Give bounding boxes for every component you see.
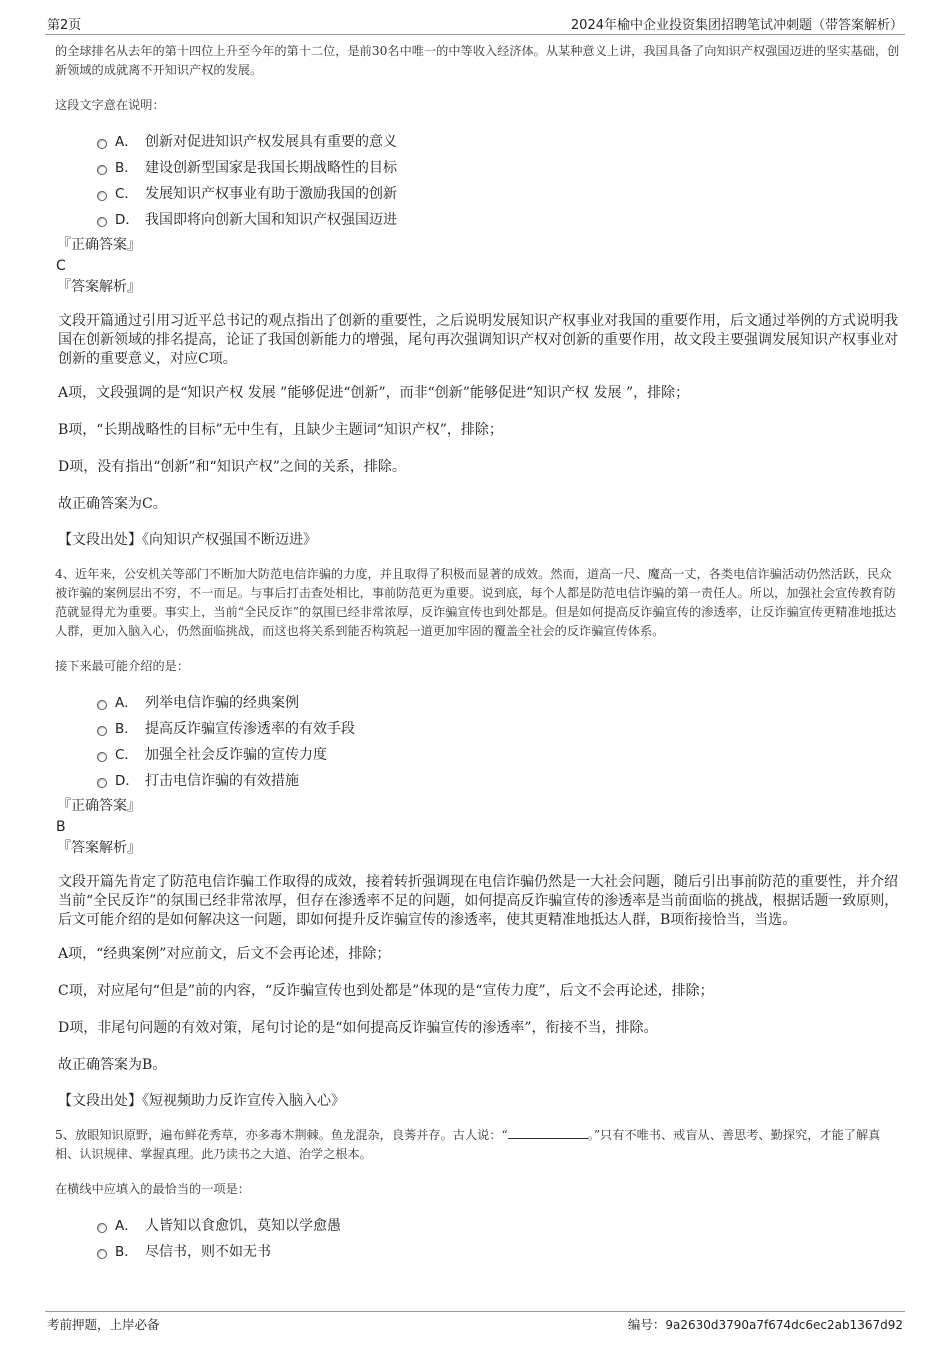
page-number: 第2页 bbox=[47, 18, 82, 33]
q5-options bbox=[95, 1213, 900, 1265]
q4-options bbox=[95, 690, 900, 794]
q3-explanation-b: B项，“长期战略性的目标”无中生有，且缺少主题词“知识产权”，排除； bbox=[58, 422, 503, 438]
q3-answer: C bbox=[56, 258, 66, 274]
radio-icon[interactable] bbox=[97, 752, 107, 762]
q4-conclusion: 故正确答案为B。 bbox=[58, 1057, 167, 1073]
fill-blank bbox=[508, 1126, 588, 1139]
q3-conclusion: 故正确答案为C。 bbox=[58, 496, 167, 512]
radio-icon[interactable] bbox=[97, 700, 107, 710]
q5-stem: 5、放眼知识原野，遍布鲜花秀草，亦多毒木荆棘。鱼龙混杂，良莠并存。古人说：“ 。”只有不唯书、戒盲从、善思考、勤探究，才能了解真相、认识规律、掌握真理。此乃读书之大道、治学之根本。 bbox=[55, 1128, 881, 1161]
radio-icon[interactable] bbox=[97, 165, 107, 175]
q3-answer-tag: 『正确答案』 bbox=[57, 237, 141, 253]
page-content bbox=[55, 42, 900, 1267]
document-title: 2024年榆中企业投资集团招聘笔试冲刺题（带答案解析） bbox=[570, 18, 903, 33]
document-code: 编号：9a2630d3790a7f674dc6ec2ab1367d92 bbox=[627, 1317, 903, 1332]
q5-prompt: 在横线中应填入的最恰当的一项是： bbox=[55, 1182, 250, 1196]
q3-explanation-d: D项，没有指出“创新”和“知识产权”之间的关系，排除。 bbox=[58, 459, 406, 475]
q4-option-d[interactable]: D． 打击电信诈骗的有效措施 bbox=[95, 768, 900, 794]
q3-option-b[interactable]: B． 建设创新型国家是我国长期战略性的目标 bbox=[95, 155, 900, 181]
q3-option-a[interactable]: A． 创新对促进知识产权发展具有重要的意义 bbox=[95, 129, 900, 155]
q3-analysis: 文段开篇通过引用习近平总书记的观点指出了创新的重要性，之后说明发展知识产权事业对我国的重要作用，后文通过举例的方式说明我国在创新领域的排名提高，论证了我国创新能力的增强，尾句再次强调知识产权对创新的重要作用，故文段主要强调发展知识产权事业对创新的重要意义，对应C项。 bbox=[58, 313, 898, 367]
q4-explanation-c: C项，对应尾句“但是”前的内容，“反诈骗宣传也到处都是”体现的是“宣传力度”，后文不会再论述，排除； bbox=[58, 983, 714, 999]
q5-option-b[interactable]: B． 尽信书，则不如无书 bbox=[95, 1239, 900, 1265]
q4-option-b[interactable]: B． 提高反诈骗宣传渗透率的有效手段 bbox=[95, 716, 900, 742]
q4-option-a[interactable]: A． 列举电信诈骗的经典案例 bbox=[95, 690, 900, 716]
q3-option-c[interactable]: C． 发展知识产权事业有助于激励我国的创新 bbox=[95, 181, 900, 207]
q3-source: 【文段出处】《向知识产权强国不断迈进》 bbox=[58, 532, 317, 548]
radio-icon[interactable] bbox=[97, 191, 107, 201]
q4-option-c[interactable]: C． 加强全社会反诈骗的宣传力度 bbox=[95, 742, 900, 768]
radio-icon[interactable] bbox=[97, 139, 107, 149]
q4-answer-tag: 『正确答案』 bbox=[57, 798, 141, 814]
intro-paragraph: 的全球排名从去年的第十四位上升至今年的第十二位，是前30名中唯一的中等收入经济体。从某种意义上讲，我国具备了向知识产权强国迈进的坚实基础，创新领域的成就离不开知识产权的发展。 bbox=[55, 44, 900, 77]
q3-options bbox=[95, 129, 900, 233]
q3-prompt: 这段文字意在说明： bbox=[55, 98, 165, 112]
q3-option-d[interactable]: D． 我国即将向创新大国和知识产权强国迈进 bbox=[95, 207, 900, 233]
page-header bbox=[45, 12, 905, 35]
q4-analysis-tag: 『答案解析』 bbox=[57, 840, 141, 856]
q4-source: 【文段出处】《短视频助力反诈宣传入脑入心》 bbox=[58, 1093, 345, 1109]
radio-icon[interactable] bbox=[97, 1249, 107, 1259]
q4-analysis: 文段开篇先肯定了防范电信诈骗工作取得的成效，接着转折强调现在电信诈骗仍然是一大社会问题，随后引出事前防范的重要性，并介绍当前“全民反诈”的氛围已经非常浓厚，但存在渗透率不足的问题，如何提高反诈骗宣传的渗透率是当前面临的挑战，根据话题一致原则，后文可能介绍的是如何解决这一问题，即如何提升反诈骗宣传的渗透率，使其更精准地抵达人群，B项衔接恰当，当选。 bbox=[58, 874, 899, 928]
radio-icon[interactable] bbox=[97, 1223, 107, 1233]
q5-option-a[interactable]: A． 人皆知以食愈饥，莫知以学愈愚 bbox=[95, 1213, 900, 1239]
q3-analysis-tag: 『答案解析』 bbox=[57, 279, 141, 295]
page-footer bbox=[45, 1311, 905, 1336]
radio-icon[interactable] bbox=[97, 726, 107, 736]
q4-stem: 4、近年来，公安机关等部门不断加大防范电信诈骗的力度，并且取得了积极而显著的成效。然而，道高一尺、魔高一丈，各类电信诈骗活动仍然活跃，民众被诈骗的案例层出不穷，不一而足。与事后打击查处相比，事前防范更为重要。说到底，每个人都是防范电信诈骗的第一责任人。所以，加强社会宣传教育防范就显得尤为重要。事实上，当前“全民反诈”的氛围已经非常浓厚，反诈骗宣传也到处都是。但是如何提高反诈骗宣传的渗透率，让反诈骗宣传更精准地抵达人群，更加入脑入心，仍然面临挑战，而这也将关系到能否构筑起一道更加牢固的覆盖全社会的反诈骗宣传体系。 bbox=[55, 567, 897, 638]
q4-answer: B bbox=[56, 819, 66, 835]
q4-explanation-a: A项，“经典案例”对应前文，后文不会再论述，排除； bbox=[58, 946, 391, 962]
footer-motto: 考前押题，上岸必备 bbox=[47, 1317, 160, 1332]
radio-icon[interactable] bbox=[97, 778, 107, 788]
radio-icon[interactable] bbox=[97, 217, 107, 227]
q4-explanation-d: D项，非尾句问题的有效对策，尾句讨论的是“如何提高反诈骗宣传的渗透率”，衔接不当，排除。 bbox=[58, 1020, 658, 1036]
q4-prompt: 接下来最可能介绍的是： bbox=[55, 659, 190, 673]
q3-explanation-a: A项，文段强调的是“知识产权 发展 ”能够促进“创新”，而非“创新”能够促进“知识产权 发展 ”，排除； bbox=[58, 385, 690, 401]
